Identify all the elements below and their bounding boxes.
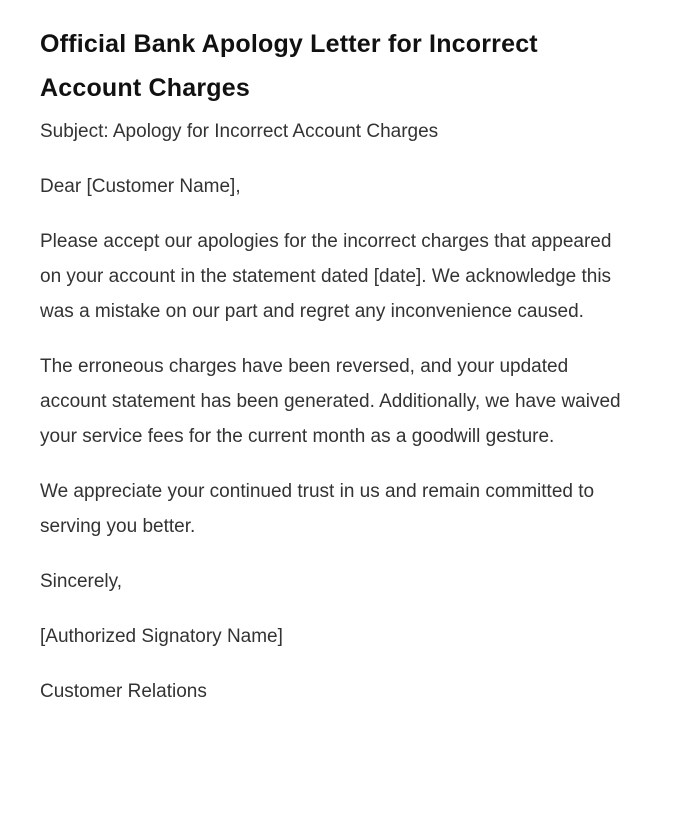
subject-line: Subject: Apology for Incorrect Account Charges: [40, 121, 439, 142]
body-paragraph-1: Please accept our apologies for the incorrect charges that appeared on your account in the statement dated [date]. We acknowledge this was a mistake on our part and regret any inconvenience caused.: [40, 231, 612, 322]
department-line: Customer Relations: [40, 681, 207, 702]
salutation: Dear [Customer Name],: [40, 176, 241, 197]
closing: Sincerely,: [40, 571, 123, 592]
body-paragraph-2: The erroneous charges have been reversed, and your updated account statement has been generated. Additionally, we have waived your service fees for the current month as a goodwill gesture.: [40, 356, 621, 447]
document-title: Official Bank Apology Letter for Incorrect Account Charges: [40, 30, 538, 102]
signatory-placeholder: [Authorized Signatory Name]: [40, 626, 283, 647]
body-paragraph-3: We appreciate your continued trust in us and remain committed to serving you better.: [40, 481, 595, 537]
